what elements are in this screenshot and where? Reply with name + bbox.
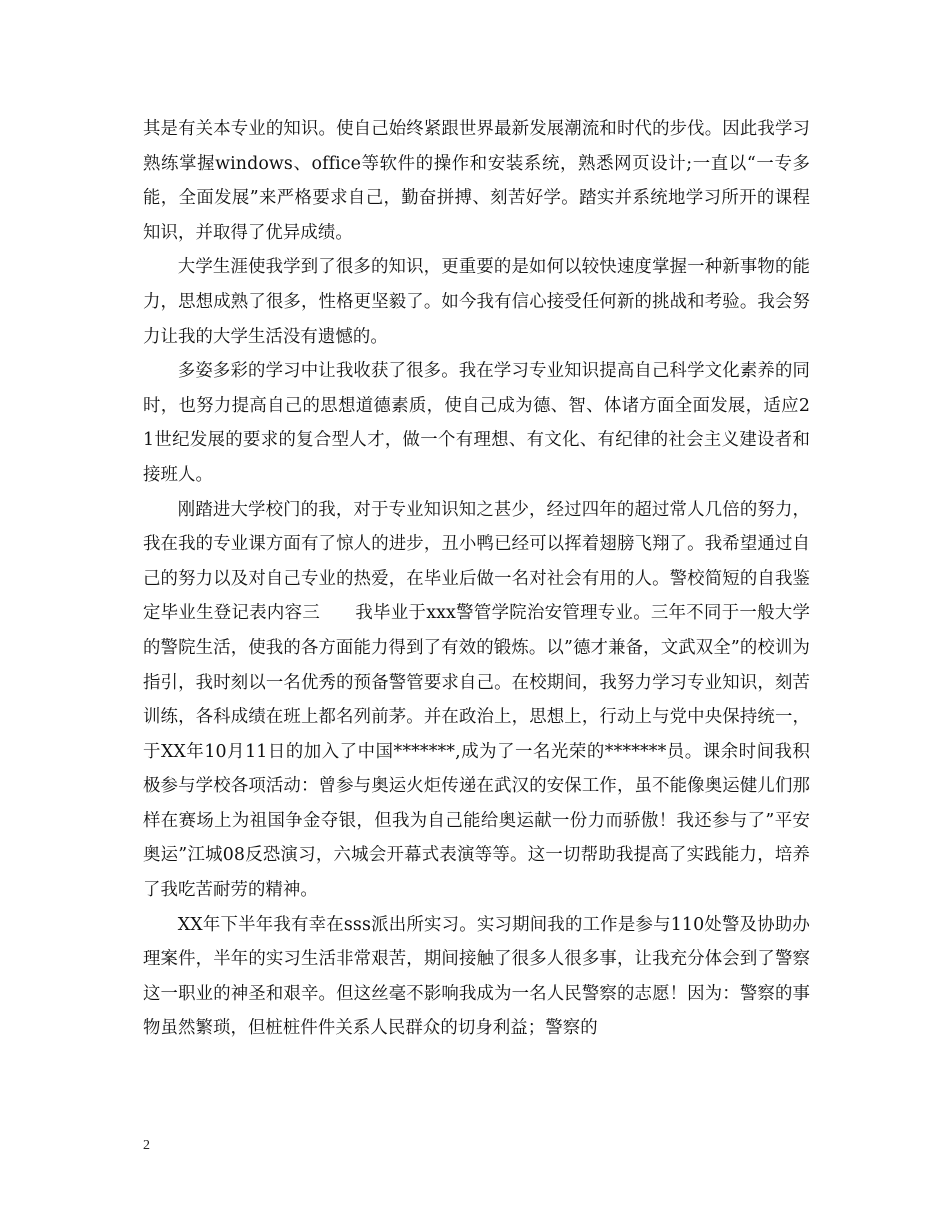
page-number: 2 — [143, 1138, 150, 1153]
paragraph-4: 刚踏进大学校门的我，对于专业知识知之甚少，经过四年的超过常人几倍的努力，我在我的专业课方面有了惊人的进步，丑小鸭已经可以挥着翅膀飞翔了。我希望通过自己的努力以及对自己专业的热爱，在毕业后做一名对社会有用的人。警校简短的自我鉴定毕业生登记表内容三 我毕业于xxx警管学院治安管理专业。三年不同于一般大学的警院生活，使我的各方面能力得到了有效的锻炼。以”德才兼备，文武双全”的校训为指引，我时刻以一名优秀的预备警管要求自己。在校期间，我努力学习专业知识，刻苦训练，各科成绩在班上都名列前茅。并在政治上，思想上，行动上与党中央保持统一，于XX年10月11日的加入了中国*******,成为了一名光荣的*******员。课余时间我积极参与学校各项活动：曾参与奥运火炬传递在武汉的安保工作，虽不能像奥运健儿们那样在赛场上为祖国争金夺银，但我为自己能给奥运献一份力而骄傲！我还参与了”平安奥运”江城08反恐演习，六城会开幕式表演等等。这一切帮助我提高了实践能力，培养了我吃苦耐劳的精神。 — [143, 499, 810, 901]
paragraph-2: 大学生涯使我学到了很多的知识，更重要的是如何以较快速度掌握一种新事物的能力，思想成熟了很多，性格更坚毅了。如今我有信心接受任何新的挑战和考验。我会努力让我的大学生活没有遗憾的。 — [143, 257, 810, 347]
paragraph-1: 其是有关本专业的知识。使自己始终紧跟世界最新发展潮流和时代的步伐。因此我学习熟练掌握windows、office等软件的操作和安装系统，熟悉网页设计;一直以“一专多能，全面发展”来严格要求自己，勤奋拼搏、刻苦好学。踏实并系统地学习所开的课程知识，并取得了优异成绩。 — [143, 119, 810, 243]
paragraph-3: 多姿多彩的学习中让我收获了很多。我在学习专业知识提高自己科学文化素养的同时，也努力提高自己的思想道德素质，使自己成为德、智、体诸方面全面发展，适应21世纪发展的要求的复合型人才，做一个有理想、有文化、有纪律的社会主义建设者和接班人。 — [143, 361, 810, 485]
document-body — [143, 112, 810, 1046]
paragraph-5: XX年下半年我有幸在sss派出所实习。实习期间我的工作是参与110处警及协助办理案件，半年的实习生活非常艰苦，期间接触了很多人很多事，让我充分体会到了警察这一职业的神圣和艰辛。但这丝毫不影响我成为一名人民警察的志愿！因为：警察的事物虽然繁琐，但桩桩件件关系人民群众的切身利益；警察的 — [143, 914, 810, 1039]
